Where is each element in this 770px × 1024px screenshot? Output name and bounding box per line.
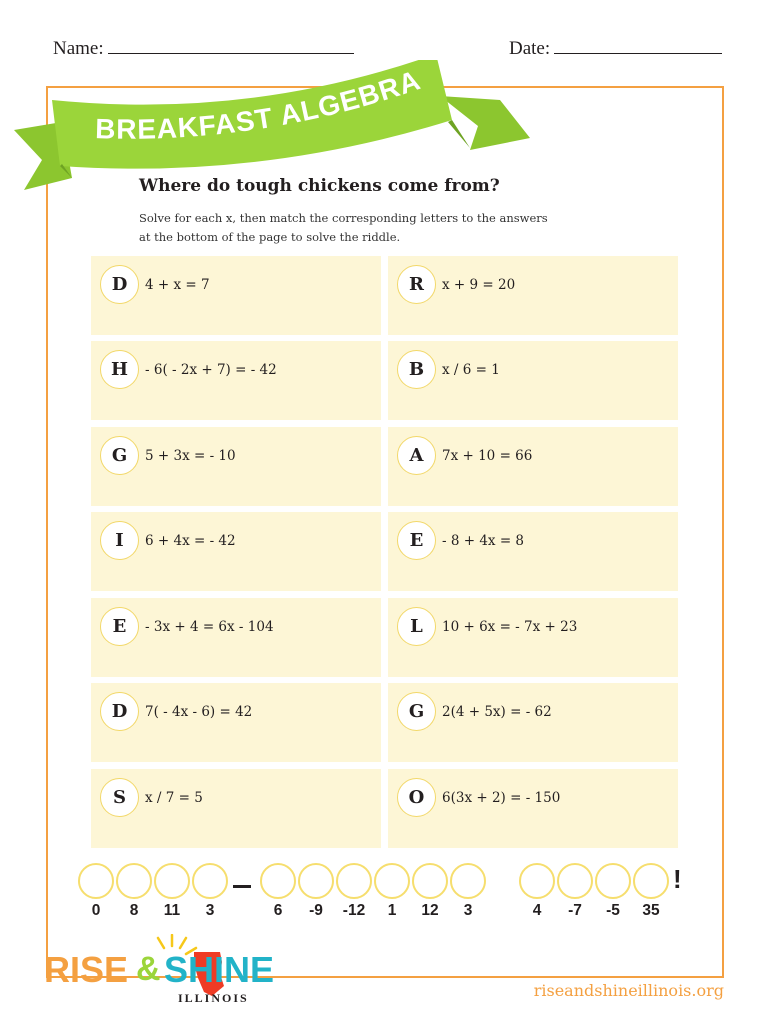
riddle-instructions	[139, 209, 579, 247]
equation: - 3x + 4 = 6x - 104	[145, 619, 274, 635]
word-dash	[233, 885, 251, 888]
answer-circle[interactable]	[633, 863, 669, 899]
website-url[interactable]: riseandshineillinois.org	[533, 981, 724, 1000]
answer-number: -5	[606, 902, 620, 919]
answer-number: 1	[387, 902, 397, 919]
answer-circle[interactable]	[78, 863, 114, 899]
letter-badge: A	[397, 436, 436, 475]
answer-circle[interactable]	[116, 863, 152, 899]
date-field[interactable]	[509, 36, 722, 60]
letter-badge: O	[397, 778, 436, 817]
letter-badge: H	[100, 350, 139, 389]
equation: x / 7 = 5	[145, 790, 203, 806]
problem-card	[91, 256, 381, 335]
equation: 2(4 + 5x) = - 62	[442, 704, 552, 720]
equation: 7x + 10 = 66	[442, 448, 533, 464]
answer-circle[interactable]	[260, 863, 296, 899]
problem-card	[388, 256, 678, 335]
answer-number: 4	[532, 902, 542, 919]
answer-circle[interactable]	[412, 863, 448, 899]
answer-number: -12	[342, 902, 366, 919]
answer-circle[interactable]	[154, 863, 190, 899]
answer-number: 0	[91, 902, 101, 919]
letter-badge: L	[397, 607, 436, 646]
answer-circle[interactable]	[450, 863, 486, 899]
answer-circle[interactable]	[336, 863, 372, 899]
answer-number: 8	[129, 902, 139, 919]
answer-circle[interactable]	[298, 863, 334, 899]
equation: 10 + 6x = - 7x + 23	[442, 619, 578, 635]
equation: 5 + 3x = - 10	[145, 448, 236, 464]
answer-circle[interactable]	[374, 863, 410, 899]
instructions-line-1: Solve for each x, then match the corresponding letters to the answers	[139, 211, 548, 225]
name-input-line[interactable]	[108, 36, 354, 54]
answer-circle[interactable]	[557, 863, 593, 899]
rise-and-shine-logo	[44, 934, 284, 1006]
problem-card	[91, 512, 381, 591]
letter-badge: D	[100, 265, 139, 304]
exclamation-mark: !	[673, 864, 682, 894]
banner-title: BREAKFAST ALGEBRA	[94, 64, 425, 145]
answer-number: -9	[309, 902, 323, 919]
answer-circle[interactable]	[519, 863, 555, 899]
letter-badge: E	[100, 607, 139, 646]
equation: x / 6 = 1	[442, 362, 500, 378]
answer-circle[interactable]	[192, 863, 228, 899]
answer-number: 6	[273, 902, 283, 919]
logo-rise-text: RISE	[44, 949, 129, 990]
letter-badge: G	[397, 692, 436, 731]
instructions-line-2: at the bottom of the page to solve the riddle.	[139, 230, 401, 244]
problem-card	[91, 427, 381, 506]
logo-ampersand: &	[136, 950, 161, 988]
equation: - 6( - 2x + 7) = - 42	[145, 362, 277, 378]
letter-badge: E	[397, 521, 436, 560]
problem-card	[388, 427, 678, 506]
answer-number: 3	[463, 902, 473, 919]
answer-number: 3	[205, 902, 215, 919]
date-input-line[interactable]	[554, 36, 722, 54]
problem-card	[91, 769, 381, 848]
problem-card	[388, 341, 678, 420]
answer-circle[interactable]	[595, 863, 631, 899]
equation: - 8 + 4x = 8	[442, 533, 525, 549]
answer-number: 11	[163, 902, 181, 919]
problem-card	[388, 769, 678, 848]
answer-number: 12	[421, 902, 439, 919]
name-label: Name:	[53, 38, 104, 59]
problem-card	[388, 683, 678, 762]
name-field[interactable]	[53, 36, 354, 60]
letter-badge: G	[100, 436, 139, 475]
answer-number: 35	[642, 902, 660, 919]
problem-card	[91, 598, 381, 677]
equation: 6 + 4x = - 42	[145, 533, 236, 549]
equation: 4 + x = 7	[145, 277, 210, 293]
date-label: Date:	[509, 38, 551, 59]
letter-badge: R	[397, 265, 436, 304]
letter-badge: B	[397, 350, 436, 389]
letter-badge: I	[100, 521, 139, 560]
logo-shine-text: SHINE	[164, 949, 275, 990]
equation: 6(3x + 2) = - 150	[442, 790, 561, 806]
equation: x + 9 = 20	[442, 277, 516, 293]
letter-badge: S	[100, 778, 139, 817]
answer-number: -7	[568, 902, 582, 919]
problem-card	[91, 341, 381, 420]
letter-badge: D	[100, 692, 139, 731]
logo-state-text: ILLINOIS	[178, 991, 249, 1005]
problem-card	[388, 598, 678, 677]
equation: 7( - 4x - 6) = 42	[145, 704, 253, 720]
problem-card	[388, 512, 678, 591]
problem-card	[91, 683, 381, 762]
riddle-question: Where do tough chickens come from?	[139, 176, 500, 196]
